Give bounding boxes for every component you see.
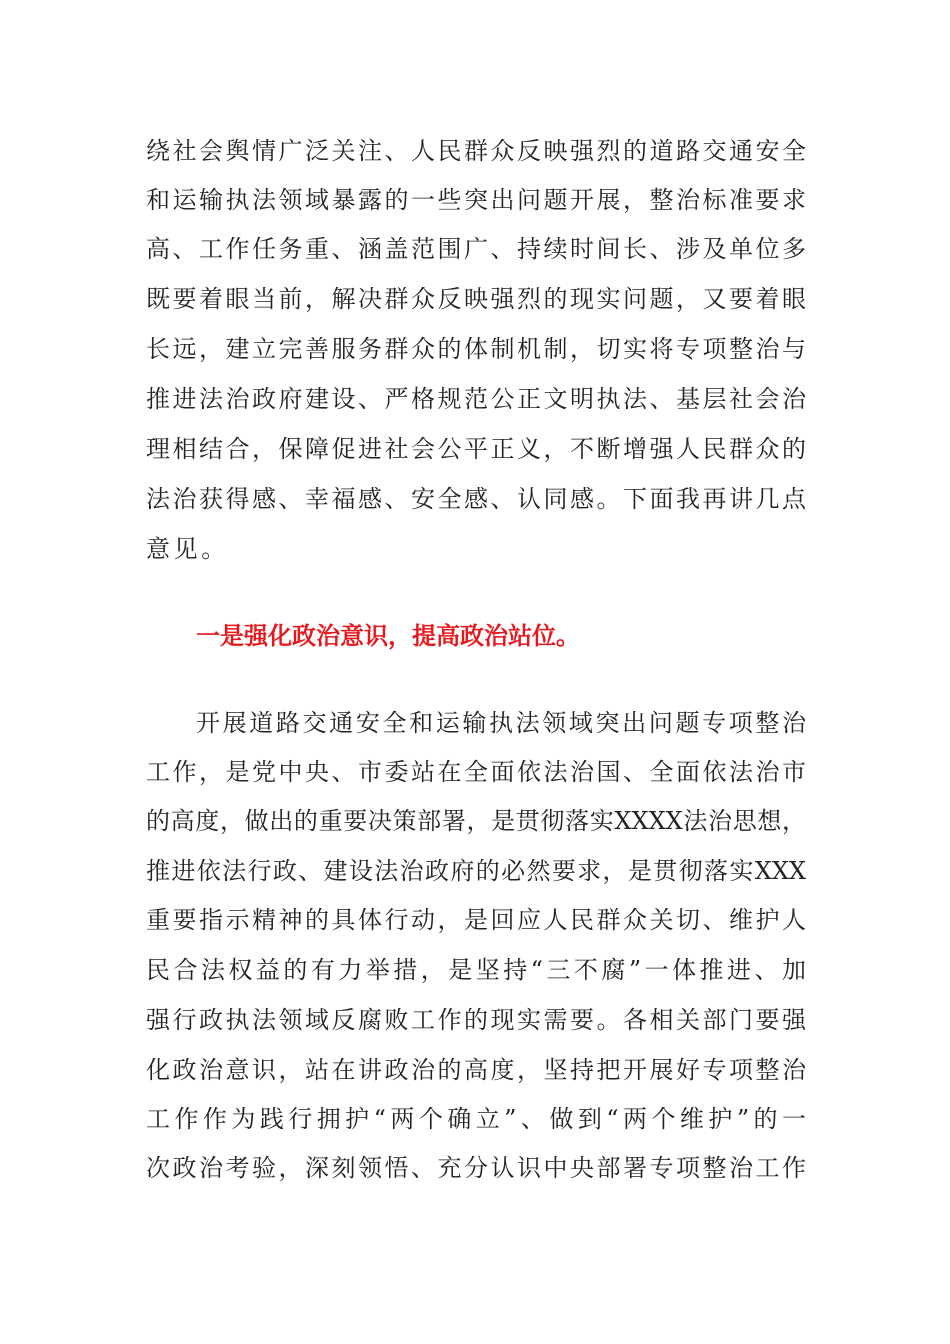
paragraph-2-line-9: 工作作为践行拥护“两个确立”、做到“两个维护”的一 — [146, 1105, 806, 1133]
paragraph-2-line-4: 推进依法行政、建设法治政府的必然要求，是贯彻落实XXX — [146, 857, 806, 885]
paragraph-2-line-8: 化政治意识，站在讲政治的高度，坚持把开展好专项整治 — [146, 1056, 806, 1084]
paragraph-1-line-4: 既要着眼当前，解决群众反映强烈的现实问题，又要着眼 — [146, 285, 806, 313]
paragraph-2-line-5: 重要指示精神的具体行动，是回应人民群众关切、维护人 — [146, 906, 806, 934]
paragraph-1-line-9: 意见。 — [146, 535, 229, 563]
paragraph-2-line-2: 工作，是党中央、市委站在全面依法治国、全面依法治市 — [146, 758, 806, 786]
paragraph-1-line-6: 推进法治政府建设、严格规范公正文明执法、基层社会治 — [146, 385, 806, 413]
paragraph-2-line-6: 民合法权益的有力举措，是坚持“三不腐”一体推进、加 — [146, 956, 806, 984]
paragraph-1-line-1: 绕社会舆情广泛关注、人民群众反映强烈的道路交通安全 — [146, 137, 806, 165]
paragraph-1-line-2: 和运输执法领域暴露的一些突出问题开展，整治标准要求 — [146, 186, 806, 214]
paragraph-2-line-1: 开展道路交通安全和运输执法领域突出问题专项整治 — [196, 709, 806, 737]
paragraph-1-line-3: 高、工作任务重、涵盖范围广、持续时间长、涉及单位多 — [146, 235, 806, 263]
paragraph-1-line-5: 长远，建立完善服务群众的体制机制，切实将专项整治与 — [146, 335, 806, 363]
paragraph-2-line-3: 的高度，做出的重要决策部署，是贯彻落实XXXX法治思想， — [146, 807, 806, 835]
paragraph-2-line-10: 次政治考验，深刻领悟、充分认识中央部署专项整治工作 — [146, 1154, 806, 1182]
paragraph-2-line-7: 强行政执法领域反腐败工作的现实需要。各相关部门要强 — [146, 1006, 806, 1034]
paragraph-1-line-7: 理相结合，保障促进社会公平正义，不断增强人民群众的 — [146, 435, 806, 463]
section-heading: 一是强化政治意识，提高政治站位。 — [196, 621, 580, 650]
paragraph-1-line-8: 法治获得感、幸福感、安全感、认同感。下面我再讲几点 — [146, 485, 806, 513]
